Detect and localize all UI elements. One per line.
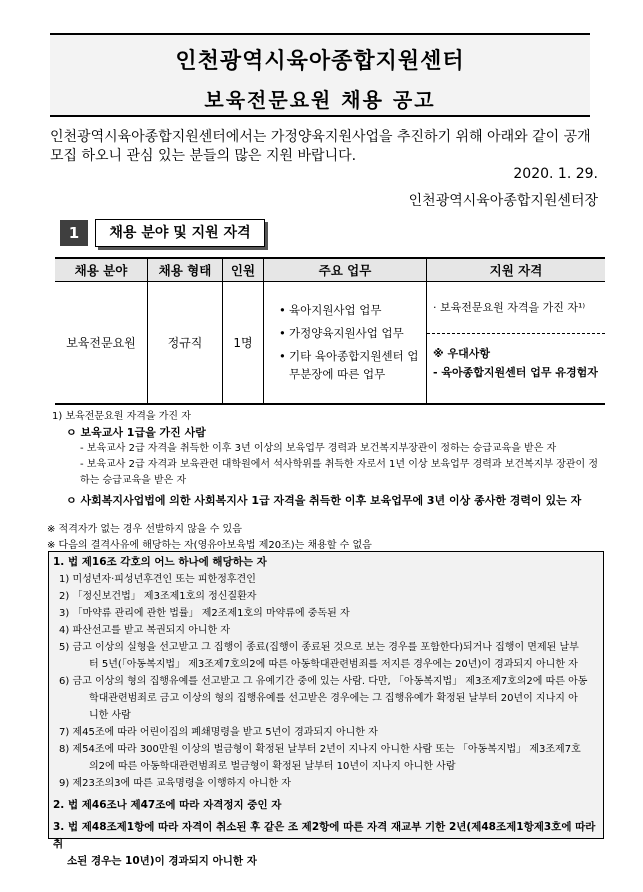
header-field: 채용 분야: [55, 258, 148, 282]
disq-heading-3: 3. 법 제48조제1항에 따라 자격이 취소된 후 같은 조 제2항에 따른 자격 재교부 기한 2년(제48조제1항제3호에 따라 취: [53, 821, 596, 850]
disq-item-cont: 터 5년(「아동복지법」 제3조제7호의2에 따른 아동학대관련범죄를 저지른 경우에는 20년)이 경과되지 아니한 자: [89, 659, 578, 670]
qualification-text: · 보육전문요원 자격을 가진 자¹⁾: [427, 282, 605, 334]
date: 2020. 1. 29.: [513, 166, 598, 182]
disq-item-cont: 니한 사람: [89, 710, 131, 721]
page-subtitle: 보육전문요원 채용 공고: [204, 88, 436, 112]
disq-item-cont: 학대관련범죄로 금고 이상의 형의 집행유예를 선고받은 경우에는 그 집행유예가 확정된 날부터 20년이 지나지 아: [89, 693, 578, 704]
disq-item: 5) 금고 이상의 실형을 선고받고 그 집행이 종료(집행이 종료된 것으로 보는 경우를 포함한다)되거나 집행이 면제된 날부: [59, 642, 579, 653]
header-count: 인원: [223, 258, 264, 282]
disq-heading-3-cont: 소된 경우는 10년)이 경과되지 아니한 자: [67, 855, 257, 867]
notice-lines: [47, 522, 372, 554]
notice-1: ※ 적격자가 없는 경우 선발하지 않을 수 있음: [47, 524, 242, 535]
issuer: 인천광역시육아종합지원센터장: [408, 193, 598, 209]
duty-item: • 가정양육지원사업 업무: [279, 324, 425, 342]
title-box: [50, 33, 590, 117]
preference-block: [427, 334, 605, 386]
disq-item: 8) 제54조에 따라 300만원 이상의 벌금형이 확정된 날부터 2년이 지나지 아니한 사람 또는 「아동복지법」 제3조제7호: [59, 744, 581, 755]
disq-item: 6) 금고 이상의 형의 집행유예를 선고받고 그 유예기간 중에 있는 사람. 다만, 「아동복지법」 제3조제7호의2에 따른 아동: [59, 676, 588, 687]
disq-item: 9) 제23조의3에 따른 교육명령을 이행하지 아니한 자: [59, 778, 291, 789]
duty-item: • 육아지원사업 업무: [279, 301, 425, 319]
header-duties: 주요 업무: [264, 258, 427, 282]
disq-heading-2: 2. 법 제46조나 제47조에 따라 자격정지 중인 자: [53, 799, 282, 811]
footnote-a1: - 보육교사 2급 자격을 취득한 이후 3년 이상의 보육업무 경력과 보건복지부장관이 정하는 승급교육을 받은 자: [80, 443, 557, 454]
disq-item: 7) 제45조에 따라 어린이집의 폐쇄명령을 받고 5년이 경과되지 아니한 자: [59, 727, 378, 738]
preference-item: - 육아종합지원센터 업무 유경험자: [433, 366, 598, 379]
page-title: 인천광역시육아종합지원센터: [175, 49, 465, 74]
cell-type: 정규직: [148, 282, 223, 404]
intro-text: 인천광역시육아종합지원센터에서는 가정양육지원사업을 추진하기 위해 아래와 같이 공개모집 하오니 관심 있는 분들의 많은 지원 바랍니다.: [50, 129, 591, 164]
footnote-a2: - 보육교사 2급 자격과 보육관련 대학원에서 석사학위를 취득한 자로서 1년 이상 보육업무 경력과 보건복지부 장관이 정하는 승급교육을 받은 자: [80, 459, 599, 486]
cell-qualification: [427, 282, 606, 404]
footnote-b: ㅇ 사회복지사업법에 의한 사회복지사 1급 자격을 취득한 이후 보육업무에 3년 이상 종사한 경력이 있는 자: [66, 494, 582, 507]
disq-item: 1) 미성년자·피성년후견인 또는 피한정후견인: [59, 574, 256, 585]
preference-title: ※ 우대사항: [433, 347, 491, 360]
header-qualification: 지원 자격: [427, 258, 606, 282]
disq-item-cont: 의2에 따른 아동학대관련범죄로 벌금형이 확정된 날부터 10년이 지나지 아니한 사람: [89, 761, 456, 772]
footnote-1: 1) 보육전문요원 자격을 가진 자: [52, 411, 191, 422]
duty-item: • 기타 육아종합지원센터 업무분장에 따른 업무: [279, 347, 425, 383]
disqualification-box: [48, 551, 604, 867]
section-title: 채용 분야 및 지원 자격: [95, 219, 265, 247]
header-type: 채용 형태: [148, 258, 223, 282]
cell-count: 1명: [223, 282, 264, 404]
cell-duties: [264, 282, 427, 404]
footnote-a: ㅇ 보육교사 1급을 가진 사람: [66, 426, 206, 439]
recruitment-table: [55, 257, 605, 405]
disq-heading-1: 1. 법 제16조 각호의 어느 하나에 해당하는 자: [53, 556, 267, 568]
disq-item: 3) 「마약류 관리에 관한 법률」 제2조제1호의 마약류에 중독된 자: [59, 608, 350, 619]
cell-field: 보육전문요원: [66, 335, 136, 350]
disq-item: 4) 파산선고를 받고 복권되지 아니한 자: [59, 625, 231, 636]
footnotes: [52, 409, 607, 509]
section-number: 1: [60, 220, 88, 246]
notice-2: ※ 다음의 결격사유에 해당하는 자(영유아보육법 제20조)는 채용할 수 없음: [47, 540, 372, 551]
disq-item: 2) 「정신보건법」 제3조제1호의 정신질환자: [59, 591, 257, 602]
